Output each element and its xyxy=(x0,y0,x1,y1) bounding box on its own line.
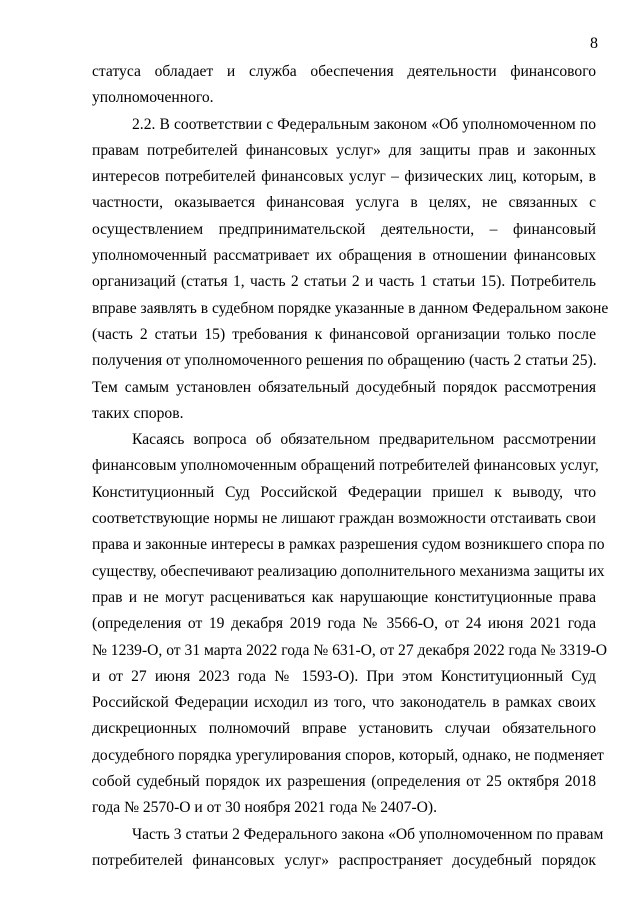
text-line: № 1239-О, от 31 марта 2022 года № 631-О, от 27 декабря 2022 года № 3319-О xyxy=(92,641,608,659)
text-line: получения от уполномоченного решения по обращению (часть 2 статьи 25). xyxy=(92,352,597,370)
text-line: (часть 2 статьи 15) требования к финансовой организации только после xyxy=(92,325,596,343)
text-line: Часть 3 статьи 2 Федерального закона «Об уполномоченном по правам xyxy=(132,825,604,843)
text-line: прав и не могут расцениваться как нарушающие конституционные права xyxy=(92,588,596,606)
text-line: финансовым уполномоченным обращений потребителей финансовых услуг, xyxy=(92,457,599,475)
text-line: Касаясь вопроса об обязательном предварительном рассмотрении xyxy=(132,431,596,449)
text-line: Российской Федерации исходил из того, что законодатель в рамках своих xyxy=(92,694,596,712)
text-line: существу, обеспечивают реализацию дополнительного механизма защиты их xyxy=(92,562,605,580)
text-line: уполномоченный рассматривает их обращения в отношении финансовых xyxy=(92,247,596,265)
body-text xyxy=(92,59,609,874)
page-number: 8 xyxy=(590,35,598,52)
text-line: статуса обладает и служба обеспечения деятельности финансового xyxy=(92,63,596,80)
text-line: организаций (статья 1, часть 2 статьи 2 и часть 1 статьи 15). Потребитель xyxy=(92,273,596,291)
text-line: собой судебный порядок их разрешения (определения от 25 октября 2018 xyxy=(92,773,596,791)
text-line: соответствующие нормы не лишают граждан возможности отстаивать свои xyxy=(92,510,596,528)
text-line: досудебного порядка урегулирования споров, который, однако, не подменяет xyxy=(92,746,604,764)
text-line: таких споров. xyxy=(92,404,184,422)
text-line: потребителей финансовых услуг» распространяет досудебный порядок xyxy=(92,851,596,869)
text-line: и от 27 июня 2023 года № 1593-О). При этом Конституционный Суд xyxy=(92,667,596,685)
text-line: осуществлением предпринимательской деятельности, – финансовый xyxy=(92,220,596,238)
text-line: дискреционных полномочий вправе установить случаи обязательного xyxy=(92,720,596,738)
text-line: права и законные интересы в рамках разрешения судом возникшего спора по xyxy=(92,536,605,554)
text-line: интересов потребителей финансовых услуг – физических лиц, которым, в xyxy=(92,168,596,186)
text-line: года № 2570-О и от 30 ноября 2021 года № 2407-О). xyxy=(92,799,437,817)
text-line: вправе заявлять в судебном порядке указанные в данном Федеральном законе xyxy=(92,299,609,317)
text-line: правам потребителей финансовых услуг» для защиты прав и законных xyxy=(92,141,596,159)
text-line: 2.2. В соответствии с Федеральным законом «Об уполномоченном по xyxy=(132,115,596,133)
text-line: (определения от 19 декабря 2019 года № 3566-О, от 24 июня 2021 года xyxy=(92,615,596,633)
text-line: Тем самым установлен обязательный досудебный порядок рассмотрения xyxy=(92,378,596,396)
text-line: частности, оказывается финансовая услуга в целях, не связанных с xyxy=(92,194,596,212)
text-line: уполномоченного. xyxy=(92,89,214,107)
text-line: Конституционный Суд Российской Федерации пришел к выводу, что xyxy=(92,483,596,501)
